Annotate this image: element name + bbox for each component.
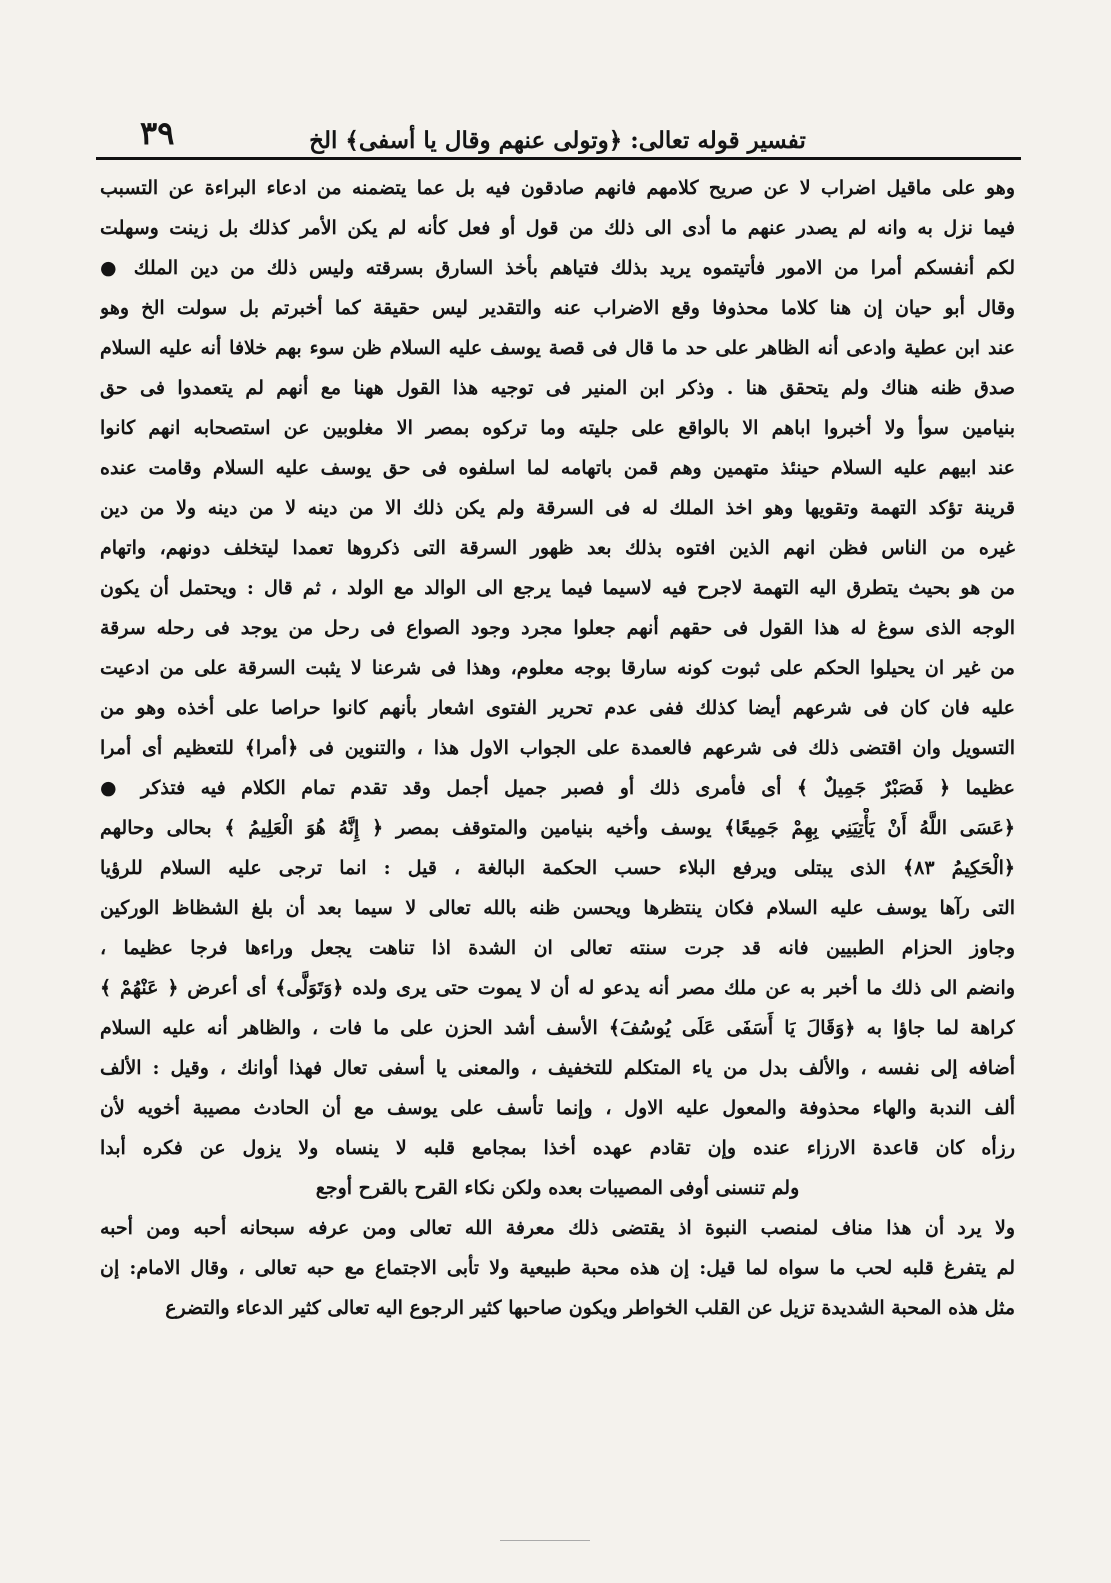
text-line: ولا يرد أن هذا مناف لمنصب النبوة اذ يقتضى ذلك معرفة الله تعالى ومن عرفه سبحانه أحبه ومن أحبه xyxy=(100,1217,1015,1239)
text-line: وقال أبو حيان إن هنا كلاما محذوفا وقع الاضراب عنه والتقدير ليس حقيقة كما أخبرتم بل سولت الخ وهو xyxy=(100,297,1015,319)
text-line: من هو بحيث يتطرق اليه التهمة لاجرح فيه لاسيما فيما يرجع الى الوالد مع الولد ، ثم قال : ويحتمل أن يكون xyxy=(100,577,1015,599)
text-line: أضافه إلى نفسه ، والألف بدل من ياء المتكلم للتخفيف ، والمعنى يا أسفى تعال فهذا أوانك ، وقيل : الألف xyxy=(100,1057,1015,1079)
text-line: رزأه كان قاعدة الارزاء عنده وإن تقادم عهده أخذا بمجامع قلبه لا ينساه ولا يزول عن فكره أبدا xyxy=(100,1137,1015,1159)
text-line: لكم أنفسكم أمرا من الامور فأتيتموه يريد بذلك فتياهم بأخذ السارق بسرقته وليس ذلك من دين الملك ● xyxy=(100,257,1015,279)
text-line: غيره من الناس فظن انهم الذين افتوه بذلك بعد ظهور السرقة التى ذكروها تعمدا ليتخلف دونهم، واتهام xyxy=(100,537,1015,559)
text-line: وهو على ماقيل اضراب لا عن صريح كلامهم فانهم صادقون فيه بل عما يتضمنه من ادعاء البراءة عن التسبب xyxy=(100,177,1015,199)
text-line: التى رآها يوسف عليه السلام فكان ينتظرها ويحسن ظنه بالله تعالى لا سيما بعد أن بلغ الشظاظ الوركين xyxy=(100,897,1015,919)
running-title: تفسير قوله تعالى: ﴿وتولى عنهم وقال يا أسفى﴾ الخ xyxy=(309,127,806,154)
text-line: وانضم الى ذلك ما أخبر به عن ملك مصر أنه يدعو له أن لا يموت حتى يرى ولده ﴿وَتَوَلَّى﴾ أى أعرض ﴿ عَنْهُمْ ﴾ xyxy=(100,977,1015,999)
text-line: وجاوز الحزام الطبيين فانه قد جرت سنته تعالى ان الشدة اذا تناهت يجعل وراءها فرجا عظيما ، xyxy=(100,937,1015,959)
text-line: عند ابن عطية وادعى أنه الظاهر على حد ما قال فى قصة يوسف عليه السلام ظن سوء بهم خلافا أنه عليه السلام xyxy=(100,337,1015,359)
header-rule xyxy=(96,157,1021,160)
body-text xyxy=(100,168,1015,1328)
text-line: ﴿الْحَكِيمُ ٨٣﴾ الذى يبتلى ويرفع البلاء حسب الحكمة البالغة ، قيل : انما ترجى عليه السلام للرؤيا xyxy=(100,857,1015,879)
text-line: صدق ظنه هناك ولم يتحقق هنا . وذكر ابن المنير فى توجيه هذا القول ههنا مع أنهم لم يتعمدوا فى حق xyxy=(100,377,1015,399)
text-line: عظيما ﴿ فَصَبْرٌ جَمِيلٌ ﴾ أى فأمرى ذلك أو فصبر جميل أجمل وقد تقدم تمام الكلام فيه فتذكر ● xyxy=(100,777,1015,799)
text-line: التسويل وان اقتضى ذلك فى شرعهم فالعمدة على الجواب الاول هذا ، والتنوين فى ﴿أمرا﴾ للتعظيم أى أمرا xyxy=(100,737,1015,759)
text-line: لم يتفرغ قلبه لحب ما سواه لما قيل: إن هذه محبة طبيعية ولا تأبى الاجتماع مع حبه تعالى ، وقال الامام: إن xyxy=(100,1257,1015,1279)
poetry-verse: ولم تنسنى أوفى المصيبات بعده ولكن نكاء القرح بالقرح أوجع xyxy=(315,1177,800,1199)
text-line: ألف الندبة والهاء محذوفة والمعول عليه الاول ، وإنما تأسف على يوسف مع أن الحادث مصيبة أخويه لأن xyxy=(100,1097,1015,1119)
footer-mark xyxy=(500,1540,590,1541)
text-line: بنيامين سوأ ولا أخبروا اباهم الا بالواقع على جليته وما تركوه بمصر الا مغلوبين عن استصحابه انهم كانوا xyxy=(100,417,1015,439)
text-line: ﴿عَسَى اللَّهُ أَنْ يَأْتِيَنِي بِهِمْ جَمِيعًا﴾ يوسف وأخيه بنيامين والمتوقف بمصر ﴿ إِنَّهُ هُوَ الْعَلِيمُ ﴾ بحالى وحالهم xyxy=(100,817,1015,839)
text-line: كراهة لما جاؤا به ﴿وَقَالَ يَا أَسَفَى عَلَى يُوسُفَ﴾ الأسف أشد الحزن على ما فات ، والظاهر أنه عليه السلام xyxy=(100,1017,1015,1039)
text-line: قرينة تؤكد التهمة وتقويها وهو اخذ الملك له فى السرقة ولم يكن ذلك الا من دينه لا من دينه ولا من دين xyxy=(100,497,1015,519)
text-line: من غير ان يحيلوا الحكم على ثبوت كونه سارقا بوجه معلوم، وهذا فى شرعنا لا يثبت السرقة على من ادعيت xyxy=(100,657,1015,679)
text-line: عليه فان كان فى شرعهم أيضا كذلك ففى عدم تحرير الفتوى اشعار بأنهم كانوا حراصا على أخذه وهو من xyxy=(100,697,1015,719)
text-line: عند ابيهم عليه السلام حينئذ متهمين وهم قمن باتهامه لما اسلفوه فى حق يوسف عليه السلام وقامت عنده xyxy=(100,457,1015,479)
page-number: ٣٩ xyxy=(140,114,175,152)
text-line: مثل هذه المحبة الشديدة تزيل عن القلب الخواطر ويكون صاحبها كثير الرجوع اليه تعالى كثير الدعاء والتضرع xyxy=(165,1297,1015,1319)
text-line: فيما نزل به وانه لم يصدر عنهم ما أدى الى ذلك من قول أو فعل كأنه لم يكن الأمر كذلك بل زينت وسهلت xyxy=(100,217,1015,239)
text-line: الوجه الذى سوغ له هذا القول فى حقهم أنهم جعلوا مجرد وجود الصواع فى رحل من يوجد فى رحله سرقة xyxy=(100,617,1015,639)
page-header xyxy=(100,112,1015,154)
